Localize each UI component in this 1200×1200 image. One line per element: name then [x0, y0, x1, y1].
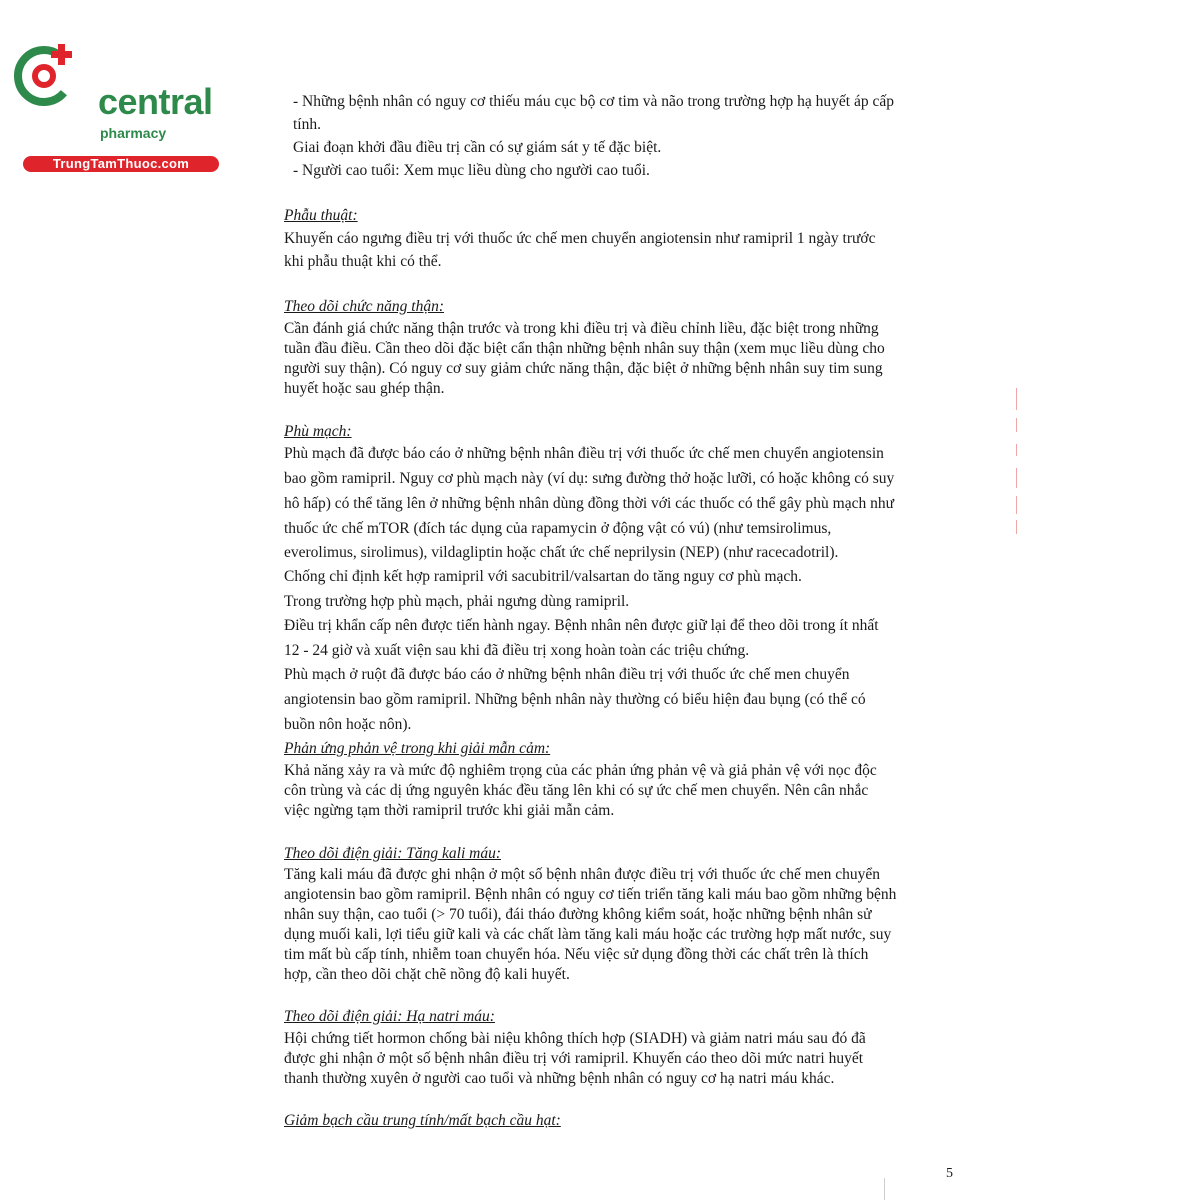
section-heading: Theo dõi điện giải: Hạ natri máu:: [284, 1008, 495, 1025]
text-line: được ghi nhận ở một số bệnh nhân điều trị với ramipril. Khuyến cáo theo dõi mức natri huyết: [284, 1050, 864, 1067]
text-line: - Những bệnh nhân có nguy cơ thiếu máu cục bộ cơ tim và não trong trường hợp hạ huyết áp cấp: [293, 93, 894, 110]
section-heading: Giảm bạch cầu trung tính/mất bạch cầu hạt:: [284, 1112, 561, 1129]
text-line: Khả năng xảy ra và mức độ nghiêm trọng của các phản ứng phản vệ và giả phản vệ với nọc độc: [284, 762, 877, 779]
section-heading: Theo dõi chức năng thận:: [284, 298, 444, 315]
text-line: angiotensin bao gồm ramipril. Những bệnh nhân này thường có biểu hiện đau bụng (có thể có: [284, 691, 866, 708]
section-heading: Phản ứng phản vệ trong khi giải mẫn cảm:: [284, 740, 551, 757]
margin-stamp-marks: [1012, 388, 1028, 536]
text-line: khi phẫu thuật khi có thể.: [284, 253, 442, 270]
section-heading: Phẫu thuật:: [284, 207, 358, 224]
text-line: nhân suy thận, cao tuổi (> 70 tuổi), đái tháo đường không kiểm soát, hoặc những bệnh nhân sử: [284, 906, 872, 923]
text-line: Tăng kali máu đã được ghi nhận ở một số bệnh nhân được điều trị với thuốc ức chế men chuyển: [284, 866, 881, 883]
text-line: Khuyến cáo ngưng điều trị với thuốc ức chế men chuyển angiotensin như ramipril 1 ngày trước: [284, 230, 876, 247]
text-line: hợp, cần theo dõi chặt chẽ nồng độ kali huyết.: [284, 966, 570, 983]
text-line: dụng muối kali, lợi tiểu giữ kali và các chất làm tăng kali máu hoặc các trường hợp mất nước, suy: [284, 926, 892, 943]
page-edge-line: [884, 1178, 885, 1200]
text-line: 12 - 24 giờ và xuất viện sau khi đã điều trị xong hoàn toàn các triệu chứng.: [284, 642, 750, 659]
text-line: côn trùng và các dị ứng nguyên khác đều tăng lên khi có sự ức chế men chuyển. Nên cân nhắc: [284, 782, 869, 799]
text-line: việc ngừng tạm thời ramipril trước khi giải mẫn cảm.: [284, 802, 615, 819]
text-line: tính.: [293, 116, 321, 133]
brand-name: central: [98, 81, 213, 122]
text-line: bao gồm ramipril. Nguy cơ phù mạch này (ví dụ: sưng đường thở hoặc lưỡi, có hoặc không có suy: [284, 470, 895, 487]
text-line: người suy thận). Có nguy cơ suy giảm chức năng thận, đặc biệt ở những bệnh nhân suy tim sung: [284, 360, 883, 377]
page-number: 5: [946, 1166, 953, 1181]
text-line: tuần đầu điều. Cần theo dõi đặc biệt cẩn thận những bệnh nhân suy thận (xem mục liều dùng cho: [284, 340, 885, 357]
text-line: tim mất bù cấp tính, nhiễm toan chuyển hóa. Nếu việc sử dụng đồng thời các chất trên là thích: [284, 946, 869, 963]
text-line: Trong trường hợp phù mạch, phải ngưng dùng ramipril.: [284, 593, 630, 610]
text-line: - Người cao tuổi: Xem mục liều dùng cho người cao tuổi.: [293, 162, 650, 179]
text-line: Phù mạch đã được báo cáo ở những bệnh nhân điều trị với thuốc ức chế men chuyển angiotensin: [284, 445, 884, 462]
brand-url-badge: TrungTamThuoc.com: [23, 156, 219, 172]
text-line: thanh thường xuyên ở người cao tuổi và những bệnh nhân có nguy cơ hạ natri máu khác.: [284, 1070, 835, 1087]
text-line: thuốc ức chế mTOR (đích tác dụng của rapamycin ở động vật có vú) (như temsirolimus,: [284, 520, 832, 537]
text-line: Cần đánh giá chức năng thận trước và trong khi điều trị và điều chỉnh liều, đặc biệt trong những: [284, 320, 879, 337]
text-line: buồn nôn hoặc nôn).: [284, 716, 412, 733]
brand-subtitle: pharmacy: [100, 125, 167, 141]
text-line: Hội chứng tiết hormon chống bài niệu không thích hợp (SIADH) và giảm natri máu sau đó đã: [284, 1030, 866, 1047]
text-line: Điều trị khẩn cấp nên được tiến hành ngay. Bệnh nhân nên được giữ lại để theo dõi trong ít nhất: [284, 617, 879, 634]
text-line: everolimus, sirolimus), vildagliptin hoặc chất ức chế neprilysin (NEP) (như racecadotril).: [284, 544, 839, 561]
section-heading: Theo dõi điện giải: Tăng kali máu:: [284, 845, 501, 862]
text-line: Chống chỉ định kết hợp ramipril với sacubitril/valsartan do tăng nguy cơ phù mạch.: [284, 568, 802, 585]
text-line: hô hấp) có thể tăng lên ở những bệnh nhân dùng đồng thời với các thuốc có thể gây phù mạch như: [284, 495, 895, 512]
section-heading: Phù mạch:: [284, 423, 352, 440]
text-line: Giai đoạn khởi đầu điều trị cần có sự giám sát y tế đặc biệt.: [293, 139, 662, 156]
text-line: huyết hoặc sau ghép thận.: [284, 380, 445, 397]
text-line: angiotensin bao gồm ramipril. Bệnh nhân có nguy cơ tiến triển tăng kali máu bao gồm những bệnh: [284, 886, 897, 903]
text-line: Phù mạch ở ruột đã được báo cáo ở những bệnh nhân điều trị với thuốc ức chế men chuyển: [284, 666, 850, 683]
